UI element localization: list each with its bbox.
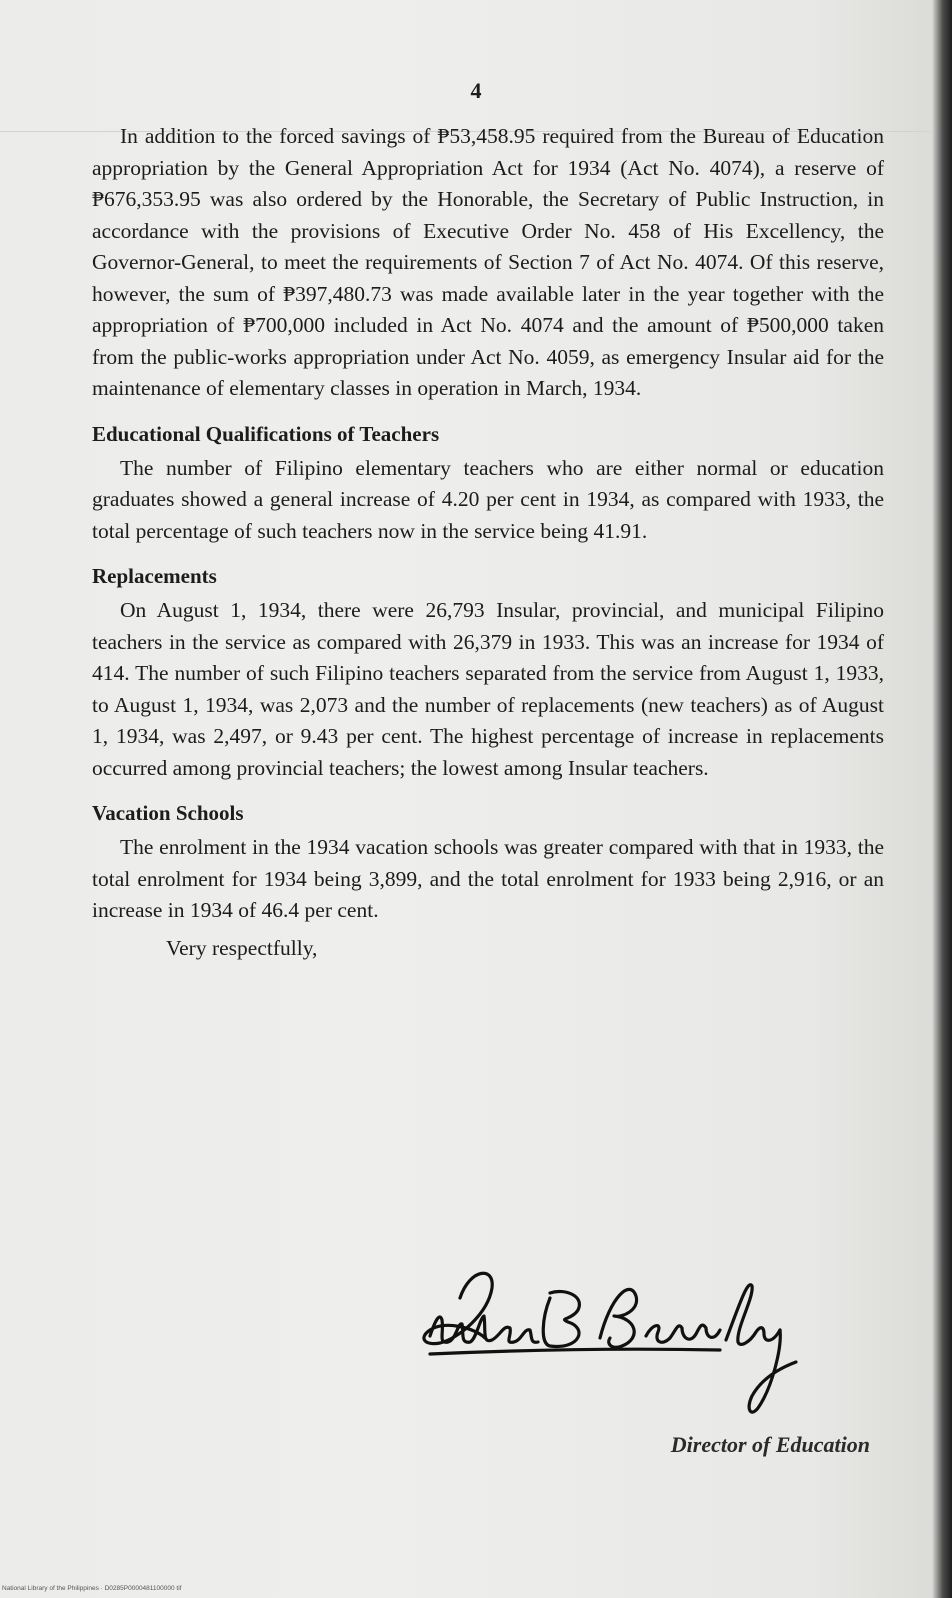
letter-body xyxy=(92,121,884,964)
page-number: 4 xyxy=(470,78,482,103)
signatory-title: Director of Education xyxy=(670,1432,870,1457)
handwritten-signature xyxy=(400,1258,880,1438)
heading-vacation-schools: Vacation Schools xyxy=(92,801,244,825)
paragraph-replacements: On August 1, 1934, there were 26,793 Insular, provincial, and municipal Filipino teachers in the service as compared with 26,379 in 1933. This was an increase for 1934 of 414. The number of such Filipino teachers separated from the service from August 1, 1933, to August 1, 1934, was 2,073 and the number of replacements (new teachers) as of August 1, 1934, was 2,497, or 9.43 per cent. The highest percentage of increase in replacements occurred among provincial teachers; the lowest among Insular teachers. xyxy=(92,598,884,780)
heading-replacements: Replacements xyxy=(92,564,217,588)
paragraph-forced-savings: In addition to the forced savings of ₱53,458.95 required from the Bureau of Education appropriation by the General Appropriation Act for 1934 (Act No. 4074), a reserve of ₱676,353.95 was also ordered by the Honorable, the Secretary of Public Instruction, in accordance with the provisions of Executive Order No. 458 of His Excellency, the Governor-General, to meet the requirements of Section 7 of Act No. 4074. Of this reserve, however, the sum of ₱397,480.73 was made available later in the year together with the appropriation of ₱700,000 included in Act No. 4074 and the amount of ₱500,000 taken from the public-works appropriation under Act No. 4059, as emergency Insular aid for the maintenance of elementary classes in operation in March, 1934. xyxy=(92,124,884,400)
closing-salutation: Very respectfully, xyxy=(166,935,318,960)
paragraph-teacher-qualifications: The number of Filipino elementary teachers who are either normal or education graduates showed a general increase of 4.20 per cent in 1934, as compared with 1933, the total percentage of such teachers now in the service being 41.91. xyxy=(92,455,884,543)
scan-footer-credit: National Library of the Philippines · D0285P0000481100000 tif xyxy=(2,1585,182,1592)
heading-educational-qualifications: Educational Qualifications of Teachers xyxy=(92,421,440,446)
paragraph-vacation-schools: The enrolment in the 1934 vacation schools was greater compared with that in 1933, the total enrolment for 1934 being 3,899, and the total enrolment for 1933 being 2,916, or an increase in 1934 of 46.4 per cent. xyxy=(92,835,884,922)
page-binding-edge xyxy=(932,0,952,1598)
